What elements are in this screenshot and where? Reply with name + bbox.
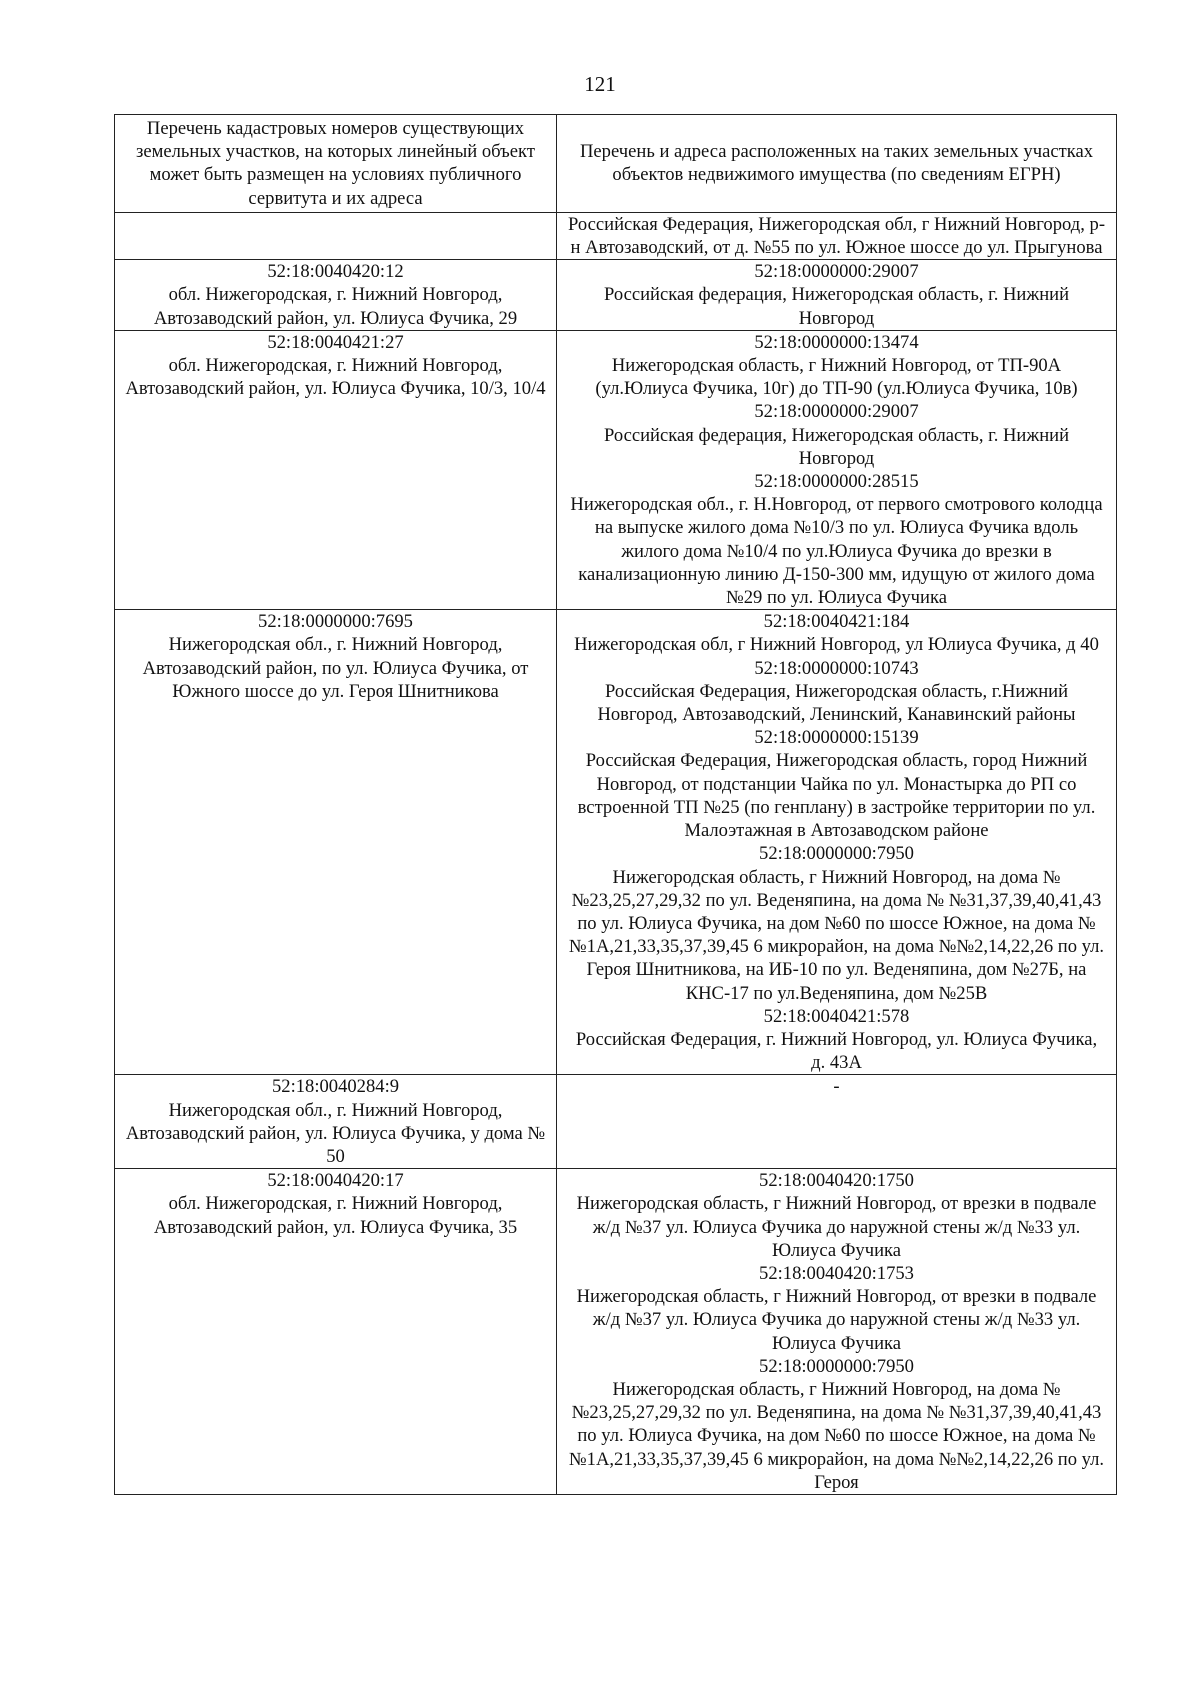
address-text: Нижегородская обл., г. Нижний Новгород, Автозаводский район, по ул. Юлиуса Фучика, от Южного шоссе до ул. Героя Шнитникова: [142, 634, 529, 702]
land-plot-cell: [115, 260, 557, 331]
cadastral-number: 52:18:0000000:29007: [754, 261, 919, 283]
table-row: [115, 1075, 1117, 1169]
real-estate-cell: [557, 330, 1117, 609]
cadastral-number: 52:18:0040420:1750: [759, 1170, 914, 1192]
address-text: обл. Нижегородская, г. Нижний Новгород, Автозаводский район, ул. Юлиуса Фучика, 10/3, 10/4: [125, 355, 546, 400]
table-body: [115, 212, 1117, 1494]
cadastral-number: 52:18:0040420:12: [267, 261, 404, 283]
address-text: Нижегородская обл, г Нижний Новгород, ул Юлиуса Фучика, д 40: [574, 634, 1099, 656]
cadastral-number: 52:18:0000000:13474: [754, 331, 919, 353]
address-text: Российская Федерация, Нижегородская область, город Нижний Новгород, от подстанции Чайка по ул. Монастырка до РП со встроенной ТП №25 (по генплану) в застройке территории по ул. Малоэтажная в Автозаводском районе: [577, 750, 1096, 842]
table-row: [115, 212, 1117, 259]
address-text: обл. Нижегородская, г. Нижний Новгород, Автозаводский район, ул. Юлиуса Фучика, 29: [153, 284, 518, 329]
cadastral-number: 52:18:0000000:29007: [754, 401, 919, 423]
cadastral-number: 52:18:0040421:578: [763, 1005, 910, 1027]
header-real-estate-objects: Перечень и адреса расположенных на таких земельных участках объектов недвижимого имущества (по сведениям ЕГРН): [557, 115, 1117, 213]
real-estate-cell: [557, 1169, 1117, 1495]
address-text: Российская Федерация, Нижегородская область, г.Нижний Новгород, Автозаводский, Ленинский, Канавинский районы: [597, 680, 1076, 726]
address-text: Российская федерация, Нижегородская область, г. Нижний Новгород: [603, 284, 1070, 329]
address-text: Российская Федерация, г. Нижний Новгород, ул. Юлиуса Фучика, д. 43А: [575, 1028, 1098, 1074]
address-text: Российская Федерация, Нижегородская обл, г Нижний Новгород, р-н Автозаводский, от д. №55 по ул. Южное шоссе до ул. Прыгунова: [567, 213, 1106, 259]
address-text: Российская федерация, Нижегородская область, г. Нижний Новгород: [603, 424, 1070, 469]
address-text: Нижегородская обл., г. Нижний Новгород, Автозаводский район, ул. Юлиуса Фучика, у дома № 50: [125, 1099, 546, 1167]
address-text: Нижегородская область, г Нижний Новгород, от врезки в подвале ж/д №37 ул. Юлиуса Фучика до наружной стены ж/д №33 ул. Юлиуса Фучика: [576, 1193, 1097, 1261]
cadastral-number: 52:18:0000000:15139: [754, 727, 919, 749]
land-plot-cell: [115, 212, 557, 259]
address-text: Нижегородская область, г Нижний Новгород, от ТП-90А (ул.Юлиуса Фучика, 10г) до ТП-90 (ул.Юлиуса Фучика, 10в): [595, 355, 1078, 400]
real-estate-cell: [557, 260, 1117, 331]
address-text: Нижегородская область, г Нижний Новгород, на дома №№23,25,27,29,32 по ул. Веденяпина, на дома № №31,37,39,40,41,43 по ул. Юлиуса Фучика, на дом №60 по шоссе Южное, на дома № №1А,21,33,35,37,39,45 6 микрорайон, на дома №№2,14,22,26 по ул. Героя Шнитникова, на ИБ-10 по ул. Веденяпина, дом №27Б, на КНС-17 по ул.Веденяпина, дом №25В: [568, 866, 1105, 1004]
cadastral-number: 52:18:0040421:27: [267, 331, 404, 353]
real-estate-cell: [557, 1075, 1117, 1169]
table-header-row: [115, 115, 1117, 213]
cadastral-number: 52:18:0000000:7695: [258, 611, 413, 633]
address-text: Нижегородская область, г Нижний Новгород, от врезки в подвале ж/д №37 ул. Юлиуса Фучика до наружной стены ж/д №33 ул. Юлиуса Фучика: [576, 1286, 1097, 1354]
cadastral-number: 52:18:0000000:28515: [754, 471, 919, 493]
header-cadastral-numbers: Перечень кадастровых номеров существующих земельных участков, на которых линейный объект может быть размещен на условиях публичного сервитута и их адреса: [115, 115, 557, 213]
land-plot-cell: [115, 610, 557, 1075]
address-text: -: [833, 1076, 840, 1098]
page-number: 121: [584, 72, 616, 96]
cadastral-number: 52:18:0040420:1753: [759, 1262, 914, 1284]
cadastral-number: 52:18:0040284:9: [271, 1076, 400, 1098]
table-row: [115, 260, 1117, 331]
land-plot-cell: [115, 1075, 557, 1169]
address-text: обл. Нижегородская, г. Нижний Новгород, Автозаводский район, ул. Юлиуса Фучика, 35: [153, 1193, 518, 1238]
table-row: [115, 610, 1117, 1075]
real-estate-cell: [557, 610, 1117, 1075]
cadastral-number: 52:18:0000000:7950: [759, 843, 914, 865]
cadastral-number: 52:18:0040421:184: [763, 611, 910, 633]
cadastral-number: 52:18:0000000:10743: [754, 657, 919, 679]
cadastral-number: 52:18:0040420:17: [267, 1170, 404, 1192]
land-plot-cell: [115, 1169, 557, 1495]
cadastral-table: [114, 114, 1117, 1495]
table-row: [115, 1169, 1117, 1495]
land-plot-cell: [115, 330, 557, 609]
real-estate-cell: [557, 212, 1117, 259]
address-text: Нижегородская область, г Нижний Новгород, на дома №№23,25,27,29,32 по ул. Веденяпина, на дома № №31,37,39,40,41,43 по ул. Юлиуса Фучика, на дом №60 по шоссе Южное, на дома № №1А,21,33,35,37,39,45 6 микрорайон, на дома №№2,14,22,26 по ул. Героя: [568, 1378, 1105, 1493]
cadastral-number: 52:18:0000000:7950: [759, 1355, 914, 1377]
address-text: Нижегородская обл., г. Н.Новгород, от первого смотрового колодца на выпуске жилого дома №10/3 по ул. Юлиуса Фучика вдоль жилого дома №10/4 по ул.Юлиуса Фучика до врезки в канализационную линию Д-150-300 мм, идущую от жилого дома №29 по ул. Юлиуса Фучика: [570, 494, 1103, 609]
table-row: [115, 330, 1117, 609]
